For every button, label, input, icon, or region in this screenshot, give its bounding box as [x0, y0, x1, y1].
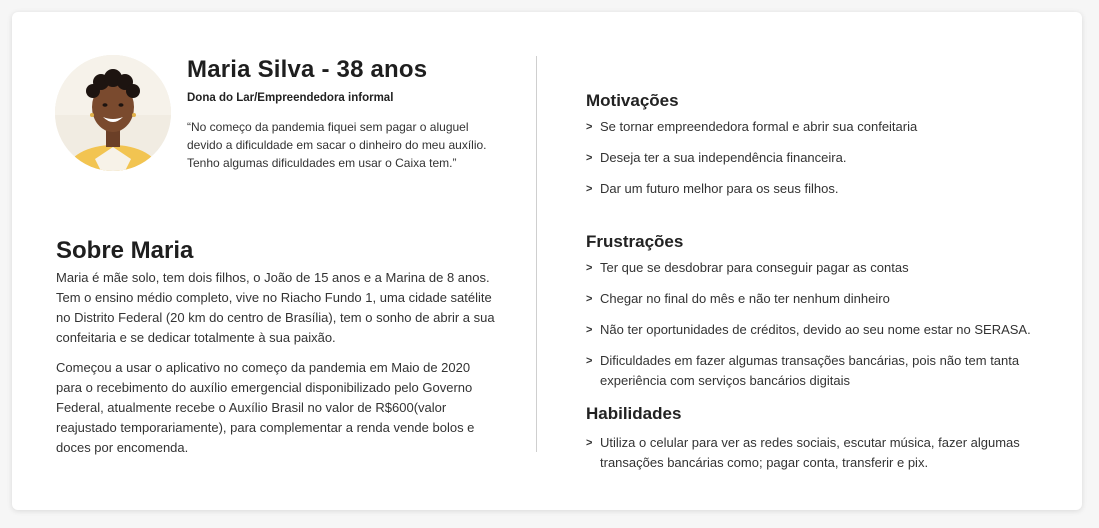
list-item — [586, 320, 1056, 340]
motivations-list — [586, 117, 1056, 199]
list-item — [586, 148, 1056, 168]
list-item — [586, 289, 1056, 309]
list-item-text: Dificuldades em fazer algumas transações bancárias, pois não tem tanta experiência com serviços bancários digitais — [600, 353, 1020, 388]
chevron-right-icon: > — [586, 355, 593, 367]
about-title: Sobre Maria — [56, 237, 194, 264]
list-item — [586, 433, 1056, 473]
list-item-text: Se tornar empreendedora formal e abrir sua confeitaria — [600, 119, 918, 134]
list-item-text: Ter que se desdobrar para conseguir pagar as contas — [600, 260, 909, 275]
persona-quote: “No começo da pandemia fiquei sem pagar o aluguel devido a dificuldade em sacar o dinheiro do meu auxílio. Tenho algumas dificuldades em usar o Caixa tem.” — [187, 120, 487, 170]
chevron-right-icon: > — [586, 324, 593, 336]
list-item-text: Utiliza o celular para ver as redes sociais, escutar música, fazer algumas transações bancárias como; pagar conta, transferir e pix. — [600, 435, 1020, 470]
chevron-right-icon: > — [586, 262, 593, 274]
persona-card — [12, 12, 1082, 510]
about-paragraph-2: Começou a usar o aplicativo no começo da pandemia em Maio de 2020 para o recebimento do auxílio emergencial disponibilizado pelo Governo Federal, atualmente recebe o Auxílio Brasil no valor de R$600(valor reajustado temporariamente), para complementar a renda vende bolos e doces por encomenda. — [56, 360, 475, 455]
list-item — [586, 179, 1056, 199]
list-item — [586, 351, 1056, 391]
persona-role: Dona do Lar/Empreendedora informal — [187, 92, 394, 104]
list-item-text: Deseja ter a sua independência financeira. — [600, 150, 847, 165]
list-item-text: Não ter oportunidades de créditos, devido ao seu nome estar no SERASA. — [600, 322, 1031, 337]
chevron-right-icon: > — [586, 183, 593, 195]
list-item — [586, 117, 1056, 137]
persona-name: Maria Silva - 38 anos — [187, 56, 428, 83]
motivations-title: Motivações — [586, 91, 679, 110]
skills-title: Habilidades — [586, 404, 682, 423]
person-avatar-icon — [55, 55, 171, 171]
list-item-text: Chegar no final do mês e não ter nenhum dinheiro — [600, 291, 890, 306]
list-item — [586, 258, 1056, 278]
chevron-right-icon: > — [586, 293, 593, 305]
frustrations-title: Frustrações — [586, 232, 684, 251]
chevron-right-icon: > — [586, 437, 593, 449]
chevron-right-icon: > — [586, 152, 593, 164]
about-paragraph-1: Maria é mãe solo, tem dois filhos, o João de 15 anos e a Marina de 8 anos. Tem o ensino médio completo, vive no Riacho Fundo 1, uma cidade satélite no Distrito Federal (20 km do centro de Brasília), tem o sonho de abrir a sua confeitaria e se dedicar totalmente à sua paixão. — [56, 270, 495, 345]
frustrations-list — [586, 258, 1056, 391]
column-divider — [536, 56, 537, 452]
skills-list — [586, 433, 1056, 473]
persona-photo — [55, 55, 171, 171]
chevron-right-icon: > — [586, 121, 593, 133]
list-item-text: Dar um futuro melhor para os seus filhos. — [600, 181, 839, 196]
